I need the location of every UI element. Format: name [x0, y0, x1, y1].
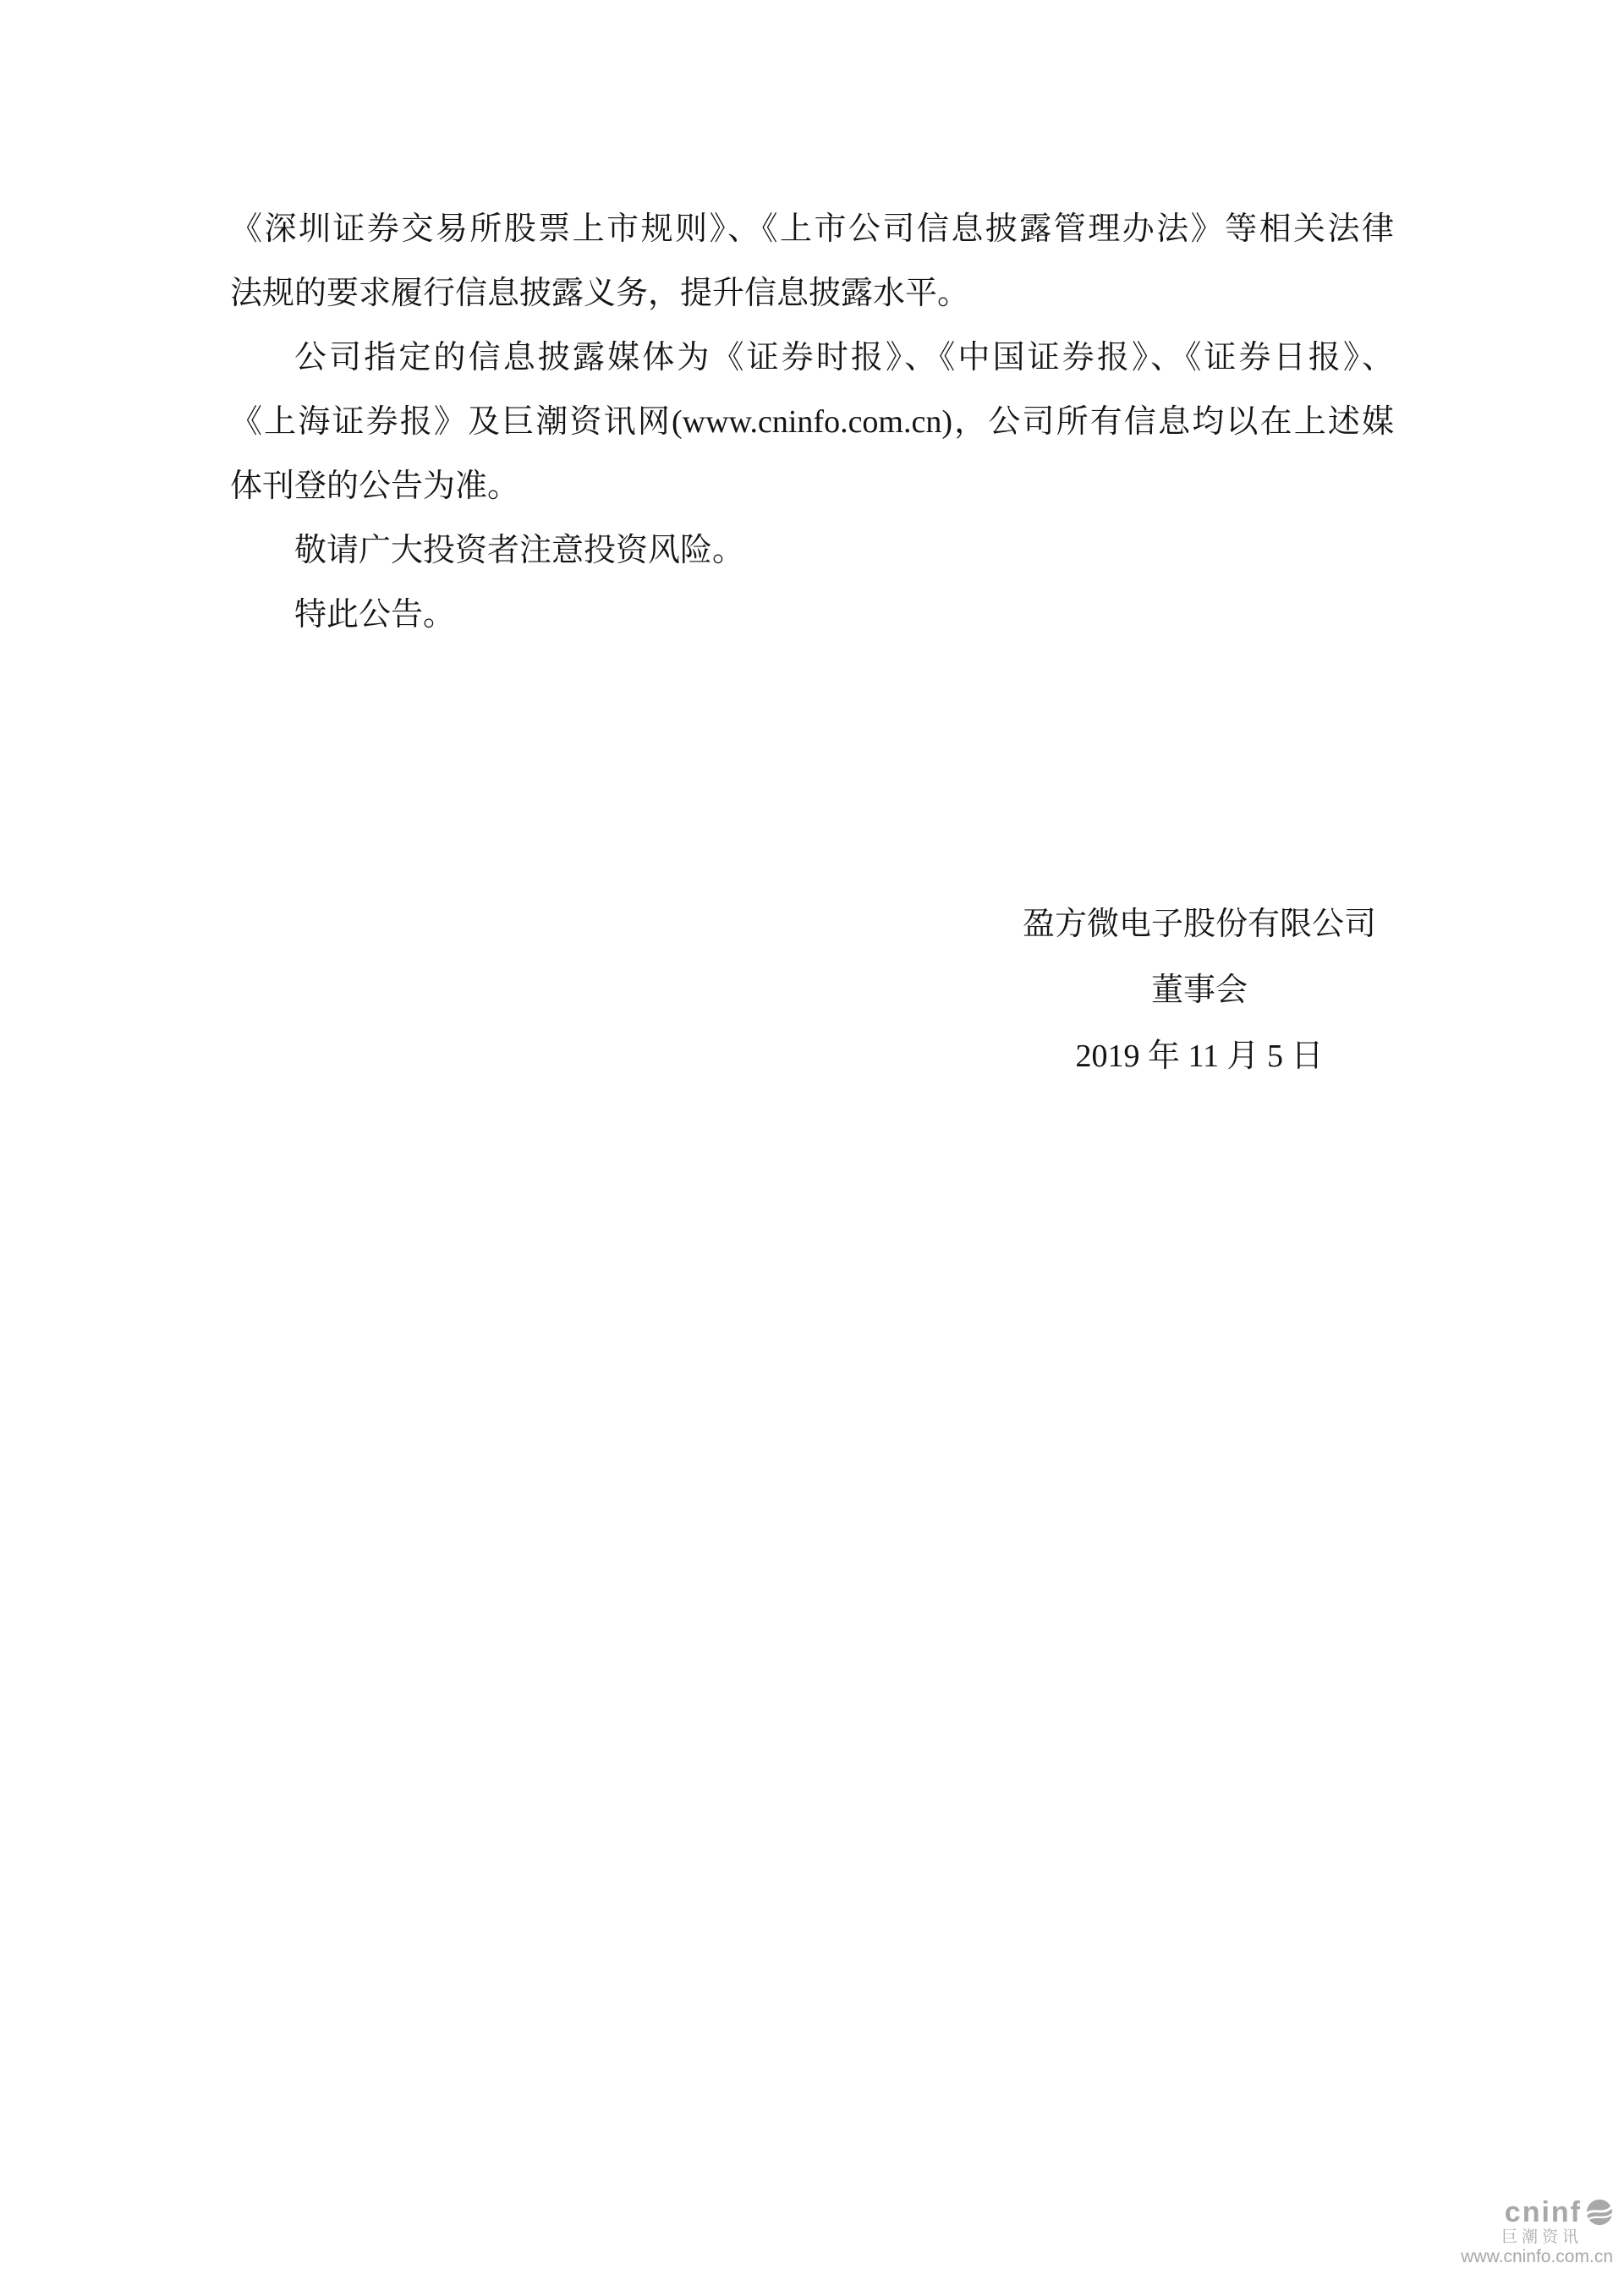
announcement-body: [230, 197, 1394, 647]
cninfo-logo-text: cninf: [1504, 2196, 1582, 2229]
paragraph1-line1: 《深圳证券交易所股票上市规则》、《上市公司信息披露管理办法》等相关法律: [230, 211, 1394, 247]
paragraph1-line2: 法规的要求履行信息披露义务，提升信息披露水平。: [230, 276, 970, 311]
paragraph2-line2: 《上海证券报》及巨潮资讯网(www.cninfo.com.cn)，公司所有信息均以在上述媒: [230, 404, 1394, 440]
globe-swoosh-icon: [1586, 2199, 1613, 2226]
signature-company-name: 盈方微电子股份有限公司: [1022, 907, 1376, 942]
signature-block: [1005, 891, 1394, 1089]
paragraph2-line1: 公司指定的信息披露媒体为《证券时报》、《中国证券报》、《证券日报》、: [294, 340, 1394, 375]
signature-board-label: 董事会: [1150, 973, 1248, 1008]
cninfo-url-text: www.cninfo.com.cn: [1461, 2246, 1613, 2266]
cninfo-watermark: [1461, 2198, 1613, 2267]
paragraph2-line3: 体刊登的公告为准。: [230, 469, 520, 504]
cninfo-logo-row: [1461, 2198, 1613, 2227]
signature-date: 2019 年 11 月 5 日: [1075, 1038, 1324, 1074]
paragraph3-risk-notice: 敬请广大投资者注意投资风险。: [294, 533, 745, 568]
cninfo-brand-chinese: 巨潮资讯: [1501, 2228, 1583, 2247]
paragraph4-closing: 特此公告。: [294, 597, 456, 633]
